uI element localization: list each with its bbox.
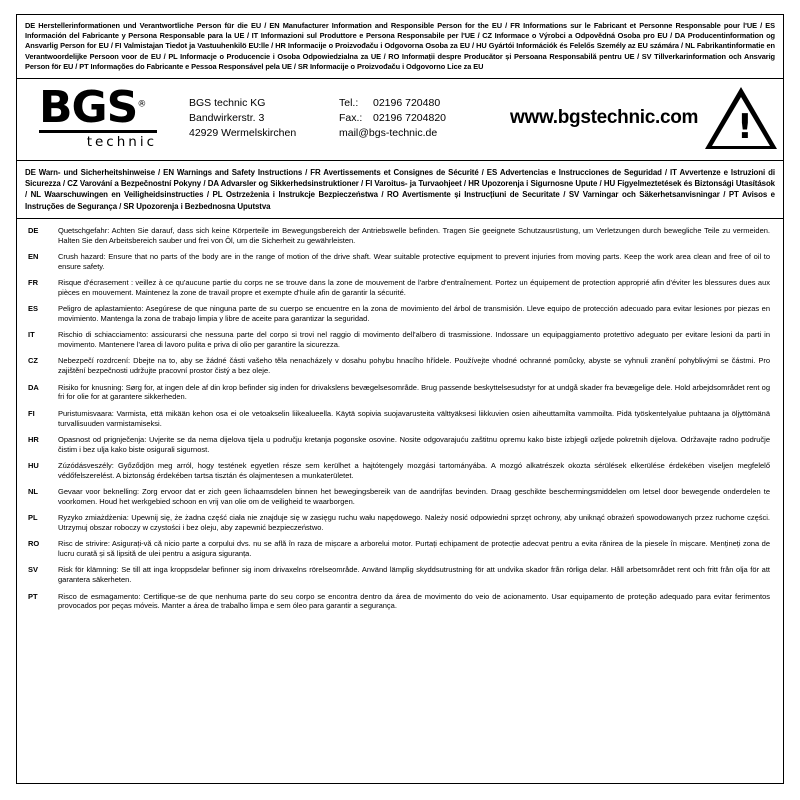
instruction-text: Risc de strivire: Asigurați-vă că nicio parte a corpului dvs. nu se află în raza de mișcare a arborelui motor. Purtați echipament de protecție adecvat pentru a evita rănirea de la piesele în mișcare. Mențineți zona de lucru curată și să lipsită de ulei pentru a asigura siguranța.: [58, 539, 770, 559]
safety-instructions-notice: DE Warn- und Sicherheitshinweise / EN Warnings and Safety Instructions / FR Avertissements et Consignes de Sécurité / ES Advertencias e Instrucciones de Seguridad / IT Avvertenze e Istruzioni di Sicurezza / CZ Varování a Bezpečnostní Pokyny / DA Advarsler og Sikkerhedsinstruktioner / FI Varoitus- ja Turvaohjeet / HR Upozorenja i Sigurnosne Upute / HU Figyelmeztetések és Biztonsági Utasítások / NL Waarschuwingen en Veiligheidsinstructies / PL Ostrzeżenia i Instrukcje Bezpieczeństwa / RO Avertismente și Instrucțiuni de Securitate / SV Varningar och Säkerhetsanvisningar / PT Avisos e Instruções de Segurança / SR Upozorenja i Bezbednosna Uputstva: [25, 167, 775, 211]
language-code: CZ: [28, 356, 38, 366]
instruction-row: [26, 461, 774, 481]
language-code: DE: [28, 225, 39, 235]
instruction-row: [26, 330, 774, 350]
contact-tel-row: [339, 96, 504, 111]
language-code: HR: [28, 434, 39, 444]
instruction-text: Risque d'écrasement : veillez à ce qu'aucune partie du corps ne se trouve dans la zone de mouvement de l'arbre d'entraînement. Portez un équipement de protection approprié afin d'éviter les blessures dues aux pièces en mouvement. Maintenez la zone de travail propre et exempte d'huile afin de garantir la sécurité.: [58, 278, 770, 297]
language-code: EN: [28, 251, 39, 261]
instruction-row: [26, 226, 774, 246]
tel-label: Tel.:: [339, 96, 359, 109]
company-website[interactable]: www.bgstechnic.com: [510, 107, 699, 129]
registered-trademark-icon: ®: [137, 99, 147, 110]
fax-value: 02196 7204820: [373, 111, 446, 124]
contact-mail-row: [339, 126, 504, 141]
instructions-list: [17, 219, 783, 612]
instruction-row: [26, 513, 774, 533]
language-code: PT: [28, 591, 38, 601]
warning-triangle-icon: [705, 87, 777, 149]
language-code: FR: [28, 278, 38, 288]
instruction-row: [26, 435, 774, 455]
contact-fax-row: [339, 111, 504, 126]
language-code: DA: [28, 382, 39, 392]
instruction-text: Quetschgefahr: Achten Sie darauf, dass sich keine Körperteile im Bewegungsbereich der Antriebswelle befinden. Tragen Sie geeignete Schutzausrüstung, um Verletzungen durch bewegliche Teile zu vermeiden. Halten Sie den Arbeitsbereich sauber und frei von Öl, um die Sicherheit zu gewährleisten.: [58, 225, 770, 245]
instruction-row: [26, 252, 774, 272]
tel-value: 02196 720480: [373, 96, 441, 109]
language-code: ES: [28, 304, 39, 314]
bgs-logo: [27, 82, 189, 150]
language-code: FI: [28, 408, 35, 418]
logo-text: BGS: [39, 82, 138, 134]
instruction-text: Peligro de aplastamiento: Asegúrese de que ninguna parte de su cuerpo se encuentre en la zona de movimiento del árbol de transmisión. Lleve equipo de protección adecuado para evitar lesiones por piezas en movimiento. Mantenga la zona de trabajo limpia y libre de aceite para garantizar la seguridad.: [58, 304, 770, 324]
language-code: PL: [28, 513, 38, 523]
instruction-text: Gevaar voor beknelling: Zorg ervoor dat er zich geen lichaamsdelen binnen het bewegingsbereik van de aandrijfas bevinden. Draag geschikte beschermingsmiddelen om letsel door bewegende onderdelen te voorkomen. Houd het werkgebied schoon en vrij van olie om de veiligheid te waarborgen.: [58, 487, 770, 506]
instruction-text: Zúzódásveszély: Győződjön meg arról, hogy testének egyetlen része sem kerülhet a hajtótengely mozgási tartományába. A mozgó alkatrészek okozta sérülések elkerülése érdekében viseljen megfelelő védőfelszerelést. A biztonság érdekében tartsa tisztán és olajmentesen a munkaterületet.: [58, 460, 770, 480]
logo-subtext: technic: [86, 133, 157, 150]
instruction-row: [26, 383, 774, 403]
instruction-row: [26, 592, 774, 612]
company-contact: [339, 96, 504, 142]
language-code: SV: [28, 565, 39, 575]
instruction-text: Nebezpečí rozdrcení: Dbejte na to, aby se žádné části vašeho těla nenacházely v dosahu pohybu hnacího hřídele. Používejte vhodné ochranné pomůcky, abyste se vyhnuli zranění pohyblivými se částmi. Pro zajištění bezpečnosti udržujte pracovní prostor čistý a bez oleje.: [58, 356, 770, 376]
language-code: NL: [28, 487, 38, 497]
instruction-text: Rischio di schiacciamento: assicurarsi che nessuna parte del corpo si trovi nel raggio di movimento dell'albero di trasmissione. Indossare un equipaggiamento protettivo adeguato per evitare lesioni da parti in movimento. Mantenere l'area di lavoro pulita e priva di olio per garantire la sicurezza.: [58, 330, 770, 350]
logo-wordmark: [39, 82, 147, 134]
company-street: Bandwirkerstr. 3: [189, 111, 265, 124]
language-code: RO: [28, 539, 40, 549]
instruction-row: [26, 487, 774, 507]
exclamation-mark-icon: !: [737, 107, 753, 148]
email-value[interactable]: mail@bgs-technic.de: [339, 127, 438, 140]
fax-label: Fax.:: [339, 111, 363, 124]
instruction-text: Risk för klämning: Se till att inga kroppsdelar befinner sig inom drivaxelns rörelseområde. Använd lämplig skyddsutrustning för att undvika skador från rörliga delar. Håll arbetsområdet rent och fritt från olja för att garantera säkerheten.: [58, 565, 770, 585]
instruction-row: [26, 539, 774, 559]
company-address: [189, 96, 339, 142]
company-city: 42929 Wermelskirchen: [189, 127, 297, 140]
instruction-row: [26, 304, 774, 324]
company-band: [17, 79, 783, 160]
instruction-text: Ryzyko zmiażdżenia: Upewnij się, że żadna część ciała nie znajduje się w zasięgu ruchu wału napędowego. Należy nosić odpowiedni sprzęt ochrony, aby uniknąć obrażeń spowodowanych przez ruchome części. Utrzymuj obszar roboczy w czystości i bez oleju, aby zapewnić bezpieczeństwo.: [58, 513, 770, 533]
instruction-row: [26, 356, 774, 376]
instruction-row: [26, 409, 774, 429]
company-name: BGS technic KG: [189, 96, 266, 109]
manufacturer-info-notice: DE Herstellerinformationen und Verantwortliche Person für die EU / EN Manufacturer Information and Responsible Person for the EU / FR Informations sur le Fabricant et Personne Responsable pour l'UE / ES Información del Fabricante y Persona Responsable para la UE / IT Informazioni sul Produttore e Persona Responsabile per l'UE / CZ Informace o Výrobci a Odpovědná Osoba pro EU / DA Producentinformation og Ansvarlig Person for EU / FI Valmistajan Tiedot ja Vastuuhenkilö EU:lle / HR Informacije o Proizvođaču i Odgovorna Osoba za EU / HU Gyártói Információk és Felelős Személy az EU számára / NL Fabrikantinformatie en Verantwoordelijke Persoon voor de EU / PL Informacje o Producencie i Osoba Odpowiedzialna za UE / RO Informații despre Producător și Persoana Responsabilă pentru UE / SV Tillverkarinformation och Ansvarig Person för EU / PT Informações do Fabricante e Pessoa Responsável pela UE / SR Informacije o Proizvođaču i Odgovorno Lice za EU: [25, 21, 775, 71]
language-code: IT: [28, 330, 35, 340]
instruction-text: Opasnost od prignječenja: Uvjerite se da nema dijelova tijela u području kretanja pogonske osovine. Nosite odgovarajuću zaštitnu opremu kako biste izbjegli ozljede pokretnih dijelova. Održavajte radno područje čistim i bez ulja kako biste osigurali sigurnost.: [58, 434, 770, 454]
instruction-row: [26, 278, 774, 298]
instruction-row: [26, 565, 774, 585]
instruction-text: Puristumisvaara: Varmista, että mikään kehon osa ei ole vetoakselin liikealueella. Käytä sopivia suojavarusteita välttyäksesi liikkuvien osien aiheuttamilta vammoilta. Pidä työskentelyalue puhtaana ja öljyttömänä turvallisuuden varmistamiseksi.: [58, 408, 770, 428]
language-code: HU: [28, 460, 39, 470]
warning-symbol: [698, 87, 784, 149]
instruction-text: Risco de esmagamento: Certifique-se de que nenhuma parte do seu corpo se encontra dentro da área de movimento do veio de acionamento. Usar equipamento de proteção adequado para evitar ferimentos provocados por peças móveis. Manter a área de trabalho limpa e sem óleo para garantir a segurança.: [58, 591, 770, 611]
document-frame: [16, 14, 784, 784]
instruction-text: Risiko for knusning: Sørg for, at ingen dele af din krop befinder sig inden for drivakslens bevægelsesområde. Brug passende beskyttelsesudstyr for at undgå skader fra bevægelige dele. Hold arbejdsområdet rent og fri for olie for at garantere sikkerheden.: [58, 382, 770, 402]
instruction-text: Crush hazard: Ensure that no parts of the body are in the range of motion of the drive shaft. Wear suitable protective equipment to prevent injuries from moving parts. Keep the work area clean and free of oil to ensure safety.: [58, 251, 770, 271]
